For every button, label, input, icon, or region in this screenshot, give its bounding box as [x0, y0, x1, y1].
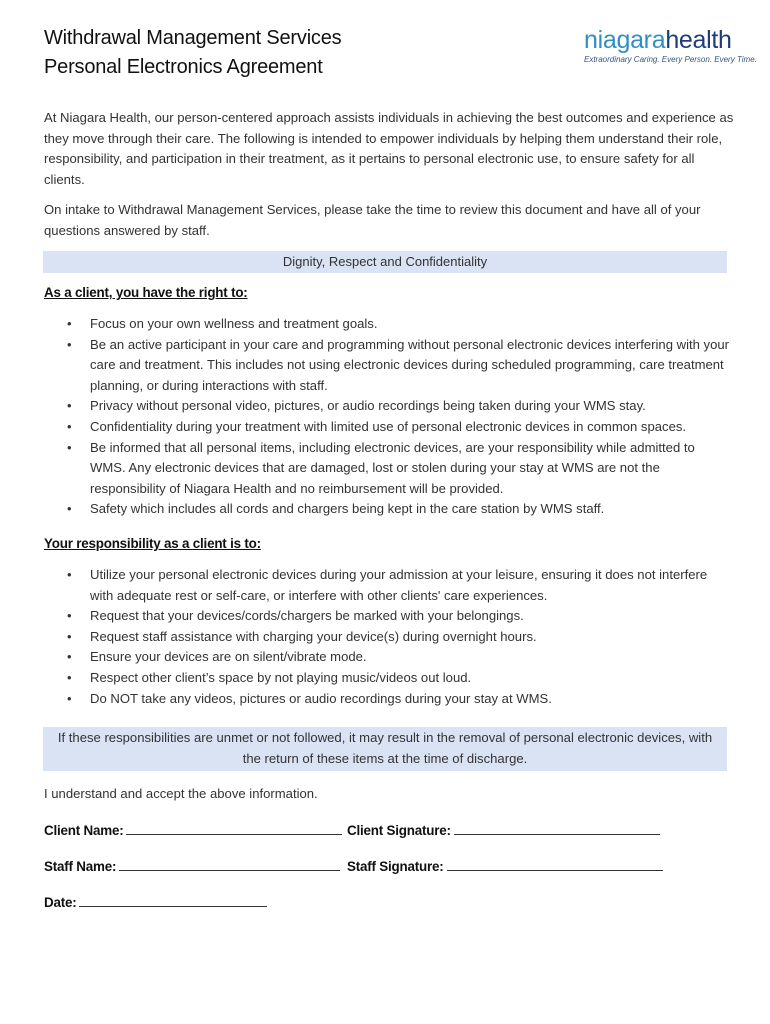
list-item: • Be an active participant in your care and programming without personal electronic devices interfering with your care and treatment. This includes not using electronic devices during scheduled programming, care treatment planning, or during interactions with staff. — [67, 336, 730, 393]
bullet-icon: • — [67, 690, 72, 706]
list-item: • Utilize your personal electronic devices during your admission at your leisure, ensuring it does not interfere with adequate rest or self-care, or interfere with other clients' care experiences. — [67, 567, 708, 603]
staff-name-line[interactable] — [119, 857, 340, 871]
responsibilities-list — [0, 565, 770, 709]
client-name-label: Client Name: — [44, 823, 124, 838]
list-item: • Ensure your devices are on silent/vibrate mode. — [0, 647, 730, 668]
bullet-icon: • — [67, 418, 72, 434]
bullet-icon: • — [67, 608, 72, 624]
logo-wordmark — [584, 26, 754, 54]
bullet-icon: • — [67, 398, 72, 414]
document-title — [44, 24, 341, 82]
list-item: • Confidentiality during your treatment with limited use of personal electronic devices in common spaces. — [0, 417, 730, 438]
responsibilities-heading: Your responsibility as a client is to: — [44, 536, 261, 551]
bullet-icon: • — [67, 439, 72, 455]
date-label: Date: — [44, 895, 77, 910]
intro-paragraph-2: On intake to Withdrawal Management Services, please take the time to review this document and have all of your questions answered by staff. — [44, 202, 701, 238]
client-signature-label: Client Signature: — [347, 823, 451, 838]
acknowledgement-text: I understand and accept the above information. — [44, 786, 318, 801]
date-line[interactable] — [79, 893, 267, 907]
staff-signature-field[interactable] — [347, 857, 663, 874]
bullet-icon: • — [67, 567, 72, 582]
bullet-icon: • — [67, 628, 72, 644]
logo-part-2: health — [665, 26, 732, 54]
bullet-icon: • — [67, 501, 72, 517]
list-item: • Be informed that all personal items, including electronic devices, are your responsibility while admitted to WMS. Any electronic devices that are damaged, lost or stolen during your stay at WMS are not the responsibility of Niagara Health and no reimbursement will be provided. — [67, 439, 695, 496]
rights-heading: As a client, you have the right to: — [44, 285, 248, 300]
list-item: • Safety which includes all cords and chargers being kept in the care station by WMS staff. — [0, 499, 730, 520]
bullet-icon: • — [67, 649, 72, 665]
client-signature-field[interactable] — [347, 821, 660, 838]
list-item: • Request staff assistance with charging your device(s) during overnight hours. — [0, 627, 730, 648]
section-banner: Dignity, Respect and Confidentiality — [43, 251, 727, 273]
logo-tagline: Extraordinary Caring. Every Person. Every Time. — [584, 55, 757, 64]
list-item: • Privacy without personal video, pictures, or audio recordings being taken during your WMS stay. — [0, 396, 730, 417]
niagara-health-logo — [584, 26, 757, 64]
bullet-icon: • — [67, 669, 72, 685]
title-line-1: Withdrawal Management Services — [44, 27, 342, 49]
date-field[interactable] — [44, 893, 267, 910]
staff-signature-label: Staff Signature: — [347, 859, 444, 874]
client-name-field[interactable] — [44, 821, 342, 838]
staff-name-label: Staff Name: — [44, 859, 117, 874]
title-line-2: Personal Electronics Agreement — [44, 56, 323, 78]
bullet-icon: • — [67, 316, 72, 331]
logo-part-1: niagara — [584, 26, 666, 54]
client-signature-line[interactable] — [454, 821, 660, 835]
rights-list — [0, 314, 770, 520]
intro-paragraph-1: At Niagara Health, our person-centered approach assists individuals in achieving the best outcomes and experience as they move through their care. The following is intended to empower individuals by helping them understand their role, responsibility, and participation in their treatment, as it pertains to personal electronic use, to ensure safety for all clients. — [44, 110, 734, 187]
list-item: • Focus on your own wellness and treatment goals. — [0, 314, 730, 335]
list-item: • Respect other client’s space by not playing music/videos out loud. — [0, 668, 730, 689]
notice-text: If these responsibilities are unmet or not followed, it may result in the removal of personal electronic devices, with the return of these items at the time of discharge. — [57, 730, 713, 766]
bullet-icon: • — [67, 336, 72, 352]
client-name-line[interactable] — [126, 821, 342, 835]
notice-banner — [43, 727, 727, 771]
staff-signature-line[interactable] — [447, 857, 663, 871]
staff-name-field[interactable] — [44, 857, 340, 874]
list-item: • Do NOT take any videos, pictures or audio recordings during your stay at WMS. — [0, 689, 730, 710]
list-item: • Request that your devices/cords/chargers be marked with your belongings. — [0, 606, 730, 627]
